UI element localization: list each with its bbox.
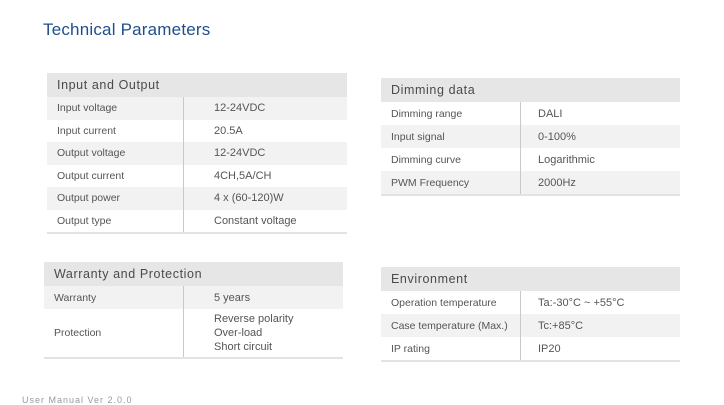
table-row	[47, 210, 347, 233]
table-row	[381, 337, 680, 360]
environment-table	[381, 267, 680, 362]
row-value: 20.5A	[183, 120, 347, 143]
row-value: 5 years	[183, 286, 343, 309]
row-label: Output current	[57, 169, 125, 182]
input-output-table	[47, 73, 347, 234]
table-row	[381, 125, 680, 148]
row-label: Warranty	[54, 291, 97, 304]
table-row	[381, 171, 680, 194]
input-output-header: Input and Output	[47, 73, 347, 97]
page-title: Technical Parameters	[43, 20, 211, 39]
protection-values	[183, 309, 343, 357]
row-value: Tc:+85°C	[520, 314, 680, 337]
table-row	[381, 291, 680, 314]
row-label: Input signal	[391, 130, 445, 143]
row-label: Input current	[57, 124, 116, 137]
table-row	[47, 187, 347, 210]
row-label: Dimming curve	[391, 153, 462, 166]
row-value: DALI	[520, 102, 680, 125]
table-row	[381, 102, 680, 125]
environment-header: Environment	[381, 267, 680, 291]
table-row	[47, 97, 347, 120]
row-label: Output power	[57, 192, 121, 205]
row-value: 4CH,5A/CH	[183, 165, 347, 188]
dimming-table	[381, 78, 680, 196]
row-label: PWM Frequency	[391, 176, 470, 189]
table-row	[47, 142, 347, 165]
row-value: 4 x (60-120)W	[183, 187, 347, 210]
row-label: Protection	[54, 327, 102, 339]
protection-value: Short circuit	[214, 341, 273, 353]
row-value: Constant voltage	[183, 210, 347, 233]
protection-value: Over-load	[214, 327, 263, 339]
row-label: Output voltage	[57, 147, 126, 160]
table-row	[44, 309, 343, 357]
table-row	[381, 148, 680, 171]
row-value: 2000Hz	[520, 171, 680, 194]
table-row	[381, 314, 680, 337]
row-label: Dimming range	[391, 107, 463, 120]
row-value: 12-24VDC	[183, 97, 347, 120]
dimming-header: Dimming data	[381, 78, 680, 102]
row-label: Input voltage	[57, 102, 118, 115]
table-row	[47, 165, 347, 188]
warranty-header: Warranty and Protection	[44, 262, 343, 286]
table-row	[47, 120, 347, 143]
warranty-table	[44, 262, 343, 359]
row-label: Output type	[57, 214, 112, 227]
protection-value: Reverse polarity	[214, 313, 294, 325]
row-value: Ta:-30°C ~ +55°C	[520, 291, 680, 314]
row-label: Case temperature (Max.)	[391, 319, 508, 332]
footer-version: User Manual Ver 2.0.0	[22, 395, 133, 405]
row-label: Operation temperature	[391, 296, 497, 309]
row-value: Logarithmic	[520, 148, 680, 171]
row-label: IP rating	[391, 342, 430, 355]
row-value: 12-24VDC	[183, 142, 347, 165]
row-value: 0-100%	[520, 125, 680, 148]
table-row	[44, 286, 343, 309]
row-value: IP20	[520, 337, 680, 360]
